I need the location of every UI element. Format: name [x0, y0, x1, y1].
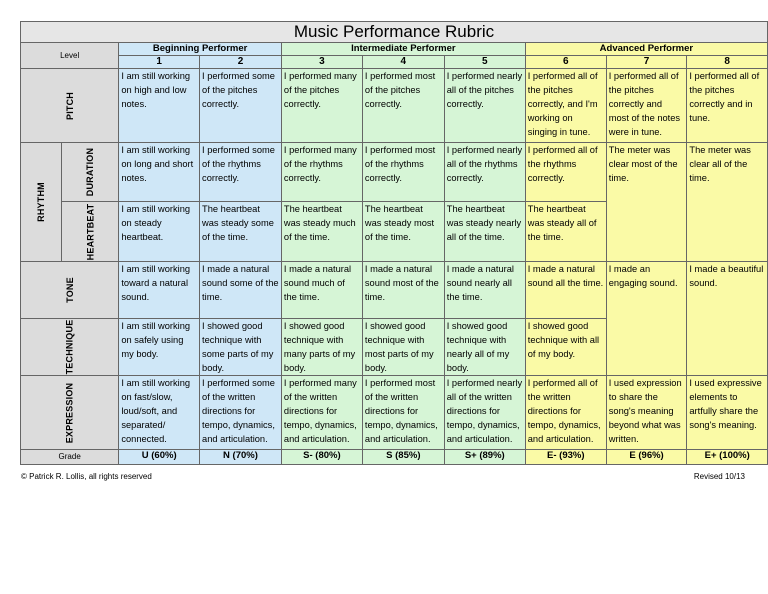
- cell-expression-4: I performed most of the written directions for tempo, dynamics, and articulation.: [362, 376, 444, 450]
- level-number: 2: [200, 56, 282, 69]
- cell-expression-8: I used expressive elements to artfully share the song's meaning.: [687, 376, 768, 450]
- level-number: 7: [606, 56, 687, 69]
- cell-duration-1: I am still working on long and short notes.: [119, 143, 200, 202]
- level-number: 8: [687, 56, 768, 69]
- cell-pitch-4: I performed most of the pitches correctly.: [362, 69, 444, 143]
- cell-technique-3: I showed good technique with many parts of my body.: [281, 319, 362, 376]
- category-expression: [21, 376, 119, 450]
- cell-pitch-6: I performed all of the pitches correctly, and I'm working on singing in tune.: [525, 69, 606, 143]
- revision-date: Revised 10/13: [693, 472, 745, 481]
- category-rhythm: [21, 143, 62, 262]
- cell-pitch-8: I performed all of the pitches correctly and in tune.: [687, 69, 768, 143]
- cell-heartbeat-2: The heartbeat was steady some of the time.: [200, 202, 282, 262]
- category-duration-label: DURATION: [85, 147, 96, 197]
- cell-expression-2: I performed some of the written directions for tempo, dynamics, and articulation.: [200, 376, 282, 450]
- category-pitch-label: PITCH: [64, 91, 75, 120]
- rubric-title: Music Performance Rubric: [21, 22, 768, 43]
- group-advanced: Advanced Performer: [525, 43, 767, 56]
- cell-expression-3: I performed many of the written directions for tempo, dynamics, and articulation.: [281, 376, 362, 450]
- category-rhythm-label: RHYTHM: [35, 182, 46, 222]
- cell-duration-3: I performed many of the rhythms correctly.: [281, 143, 362, 202]
- category-duration: [61, 143, 119, 202]
- cell-tone-7: I made an engaging sound.: [606, 262, 687, 376]
- cell-duration-4: I performed most of the rhythms correctly.: [362, 143, 444, 202]
- category-technique-label: TECHNIQUE: [64, 319, 75, 375]
- category-tone-label: TONE: [64, 277, 75, 303]
- level-number: 6: [525, 56, 606, 69]
- cell-heartbeat-4: The heartbeat was steady most of the time.: [362, 202, 444, 262]
- group-intermediate: Intermediate Performer: [281, 43, 525, 56]
- cell-tone-3: I made a natural sound much of the time.: [281, 262, 362, 319]
- level-label: Level: [21, 43, 119, 69]
- cell-heartbeat-6: The heartbeat was steady all of the time.: [525, 202, 606, 262]
- cell-heartbeat-3: The heartbeat was steady much of the time.: [281, 202, 362, 262]
- cell-expression-7: I used expression to share the song's meaning beyond what was written.: [606, 376, 687, 450]
- cell-pitch-2: I performed some of the pitches correctly.: [200, 69, 282, 143]
- cell-duration-5: I performed nearly all of the rhythms correctly.: [444, 143, 525, 202]
- cell-rhythm-8: The meter was clear all of the time.: [687, 143, 768, 262]
- grade-value: N (70%): [200, 450, 282, 465]
- grade-value: E (96%): [606, 450, 687, 465]
- cell-expression-5: I performed nearly all of the written directions for tempo, dynamics, and articulation.: [444, 376, 525, 450]
- cell-heartbeat-1: I am still working on steady heartbeat.: [119, 202, 200, 262]
- cell-tone-6: I made a natural sound all the time.: [525, 262, 606, 319]
- copyright-notice: © Patrick R. Lollis, all rights reserved: [21, 472, 152, 481]
- cell-technique-2: I showed good technique with some parts of my body.: [200, 319, 282, 376]
- cell-technique-4: I showed good technique with most parts of my body.: [362, 319, 444, 376]
- category-expression-label: EXPRESSION: [64, 382, 75, 443]
- cell-tone-5: I made a natural sound nearly all the time.: [444, 262, 525, 319]
- grade-value: E+ (100%): [687, 450, 768, 465]
- cell-technique-5: I showed good technique with nearly all of my body.: [444, 319, 525, 376]
- cell-rhythm-7: The meter was clear most of the time.: [606, 143, 687, 262]
- cell-tone-8: I made a beautiful sound.: [687, 262, 768, 376]
- category-tone: [21, 262, 119, 319]
- cell-expression-6: I performed all of the written directions for tempo, dynamics, and articulation.: [525, 376, 606, 450]
- cell-pitch-5: I performed nearly all of the pitches correctly.: [444, 69, 525, 143]
- cell-pitch-7: I performed all of the pitches correctly and most of the notes were in tune.: [606, 69, 687, 143]
- grade-value: S+ (89%): [444, 450, 525, 465]
- cell-tone-4: I made a natural sound most of the time.: [362, 262, 444, 319]
- level-number: 3: [281, 56, 362, 69]
- cell-technique-6: I showed good technique with all of my body.: [525, 319, 606, 376]
- cell-expression-1: I am still working on fast/slow, loud/soft, and separated/ connected.: [119, 376, 200, 450]
- category-technique: [21, 319, 119, 376]
- cell-duration-2: I performed some of the rhythms correctly.: [200, 143, 282, 202]
- cell-technique-1: I am still working on safely using my body.: [119, 319, 200, 376]
- grade-label: Grade: [21, 450, 119, 465]
- grade-value: S- (80%): [281, 450, 362, 465]
- group-beginning: Beginning Performer: [119, 43, 282, 56]
- level-number: 4: [362, 56, 444, 69]
- cell-tone-1: I am still working toward a natural sound.: [119, 262, 200, 319]
- grade-value: E- (93%): [525, 450, 606, 465]
- category-heartbeat-label: HEARTBEAT: [85, 203, 96, 260]
- cell-heartbeat-5: The heartbeat was steady nearly all of the time.: [444, 202, 525, 262]
- grade-value: S (85%): [362, 450, 444, 465]
- level-number: 5: [444, 56, 525, 69]
- category-pitch: [21, 69, 119, 143]
- cell-pitch-3: I performed many of the pitches correctly.: [281, 69, 362, 143]
- level-number: 1: [119, 56, 200, 69]
- cell-tone-2: I made a natural sound some of the time.: [200, 262, 282, 319]
- category-heartbeat: [61, 202, 119, 262]
- cell-pitch-1: I am still working on high and low notes.: [119, 69, 200, 143]
- rubric-table: [20, 21, 768, 465]
- grade-value: U (60%): [119, 450, 200, 465]
- cell-duration-6: I performed all of the rhythms correctly.: [525, 143, 606, 202]
